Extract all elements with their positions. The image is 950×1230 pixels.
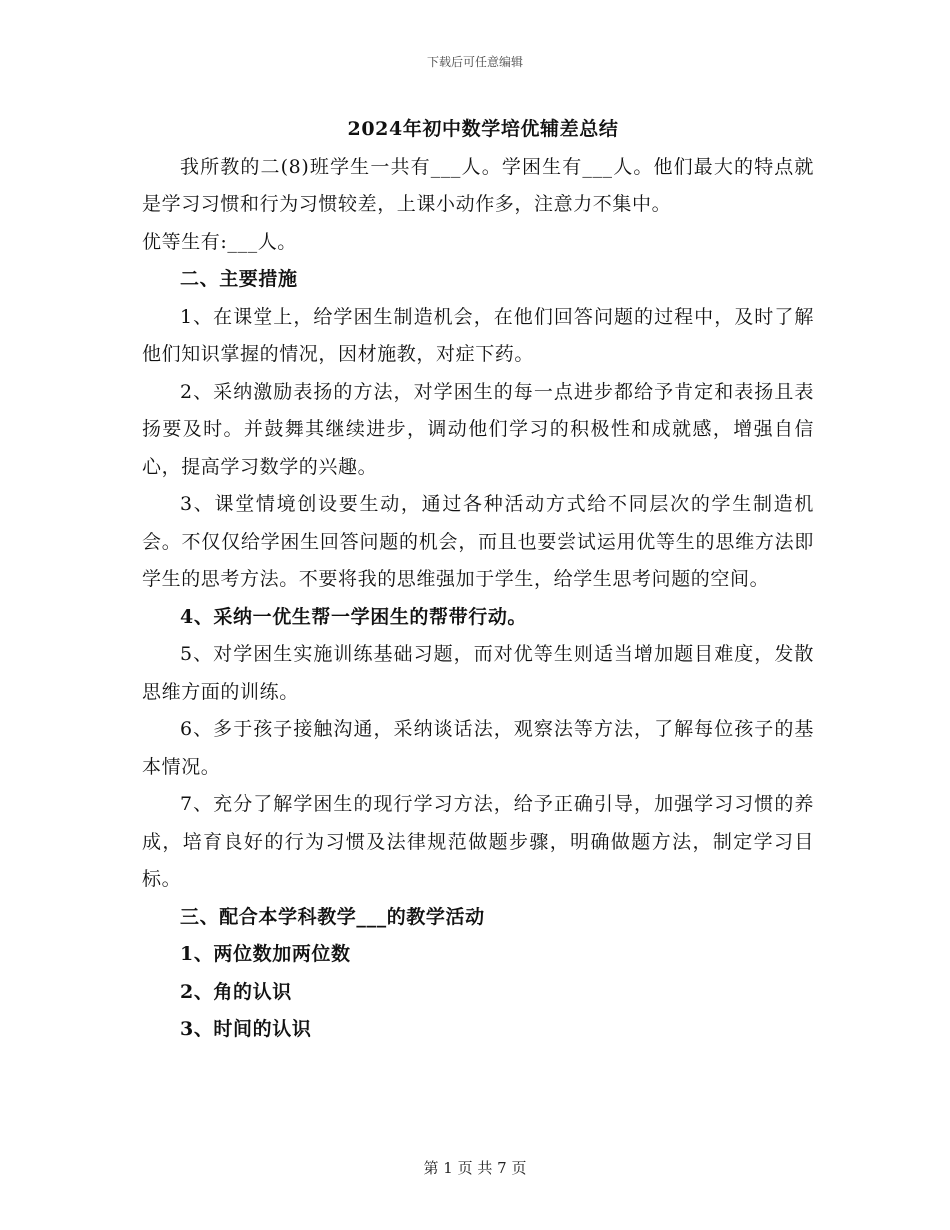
- paragraph-measure-1: 1、在课堂上，给学困生制造机会，在他们回答问题的过程中，及时了解他们知识掌握的情况，因材施教，对症下药。: [142, 305, 814, 365]
- document-body: [142, 111, 814, 1049]
- section-heading-measures: 二、主要措施: [180, 268, 298, 290]
- section-heading-activities: 三、配合本学科教学___的教学活动: [180, 905, 485, 928]
- paragraph-top-students: 优等生有:___人。: [142, 230, 297, 253]
- list-item-activity-1: 1、两位数加两位数: [180, 943, 351, 965]
- paragraph-measure-3: 3、课堂情境创设要生动，通过各种活动方式给不同层次的学生制造机会。不仅仅给学困生回答问题的机会，而且也要尝试运用优等生的思维方法即学生的思考方法。不要将我的思维强加于学生，给学生思考问题的空间。: [142, 493, 814, 590]
- list-item-activity-3: 3、时间的认识: [180, 1018, 312, 1040]
- page-footer-pagination: 第 1 页 共 7 页: [423, 1159, 527, 1177]
- page-header-note: 下载后可任意编辑: [426, 55, 523, 69]
- document-title: 2024年初中数学培优辅差总结: [347, 118, 619, 140]
- paragraph-measure-6: 6、多于孩子接触沟通，采纳谈话法，观察法等方法，了解每位孩子的基本情况。: [142, 718, 814, 778]
- paragraph-measure-7: 7、充分了解学困生的现行学习方法，给予正确引导，加强学习习惯的养成，培育良好的行为习惯及法律规范做题步骤，明确做题方法，制定学习目标。: [142, 793, 814, 890]
- paragraph-measure-5: 5、对学困生实施训练基础习题，而对优等生则适当增加题目难度，发散思维方面的训练。: [142, 643, 814, 703]
- paragraph-measure-2: 2、采纳激励表扬的方法，对学困生的每一点进步都给予肯定和表扬且表扬要及时。并鼓舞其继续进步，调动他们学习的积极性和成就感，增强自信心，提高学习数学的兴趣。: [142, 380, 814, 478]
- paragraph-measure-4: 4、采纳一优生帮一学困生的帮带行动。: [180, 605, 528, 628]
- list-item-activity-2: 2、角的认识: [180, 980, 292, 1003]
- paragraph-intro: 我所教的二(8)班学生一共有___人。学困生有___人。他们最大的特点就是学习习惯和行为习惯较差，上课小动作多，注意力不集中。: [142, 155, 814, 215]
